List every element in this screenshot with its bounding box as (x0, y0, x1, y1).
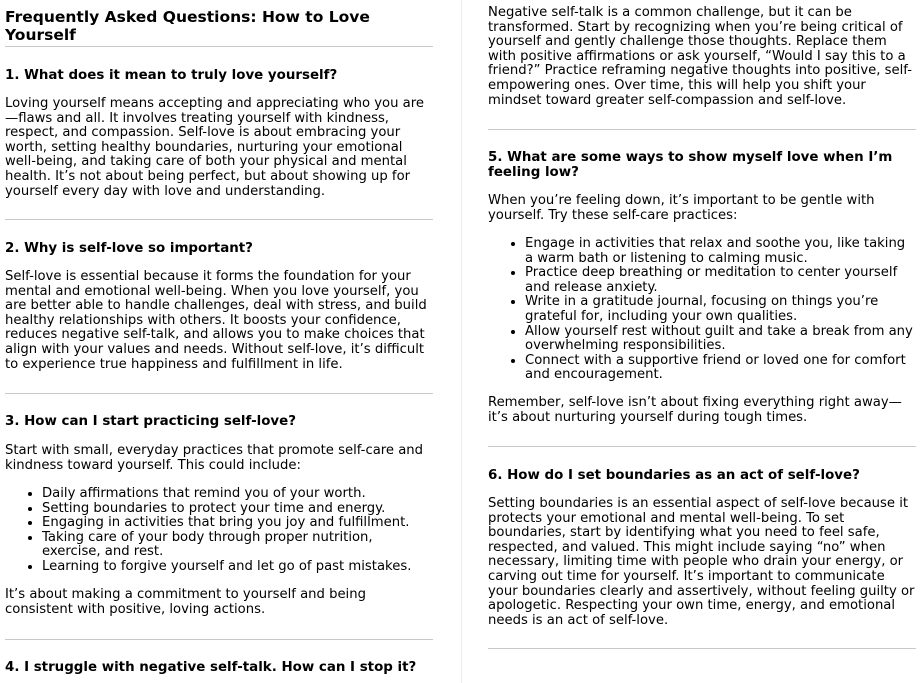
list-item: • Daily affirmations that remind you of your worth. (42, 487, 433, 502)
list-item: • Practice deep breathing or meditation to center yourself and release anxiety. (525, 266, 916, 295)
list-item: • Taking care of your body through proper nutrition, exercise, and rest. (42, 531, 433, 560)
divider (5, 639, 433, 640)
page-title: Frequently Asked Questions: How to Love Yourself (5, 8, 370, 44)
list-item: • Setting boundaries to protect your time and energy. (42, 502, 433, 517)
divider (488, 446, 916, 447)
q3-list (5, 487, 433, 575)
list-item: • Write in a gratitude journal, focusing on things you’re grateful for, including your own qualities. (525, 295, 916, 324)
list-item: • Learning to forgive yourself and let go of past mistakes. (42, 560, 433, 575)
column-divider (461, 0, 462, 683)
list-item: • Engage in activities that relax and soothe you, like taking a warm bath or listening to calming music. (525, 237, 916, 266)
divider (5, 219, 433, 220)
q5-question: 5. What are some ways to show myself love when I’m feeling low? (488, 150, 893, 180)
divider (488, 648, 916, 649)
q2-answer: Self-love is essential because it forms the foundation for your mental and emotional well-being. When you love yourself, you are better able to handle challenges, deal with stress, and build healthy relationships with others. It boosts your confidence, reduces negative self-talk, and allows you to make choices that align with your values and needs. Without self-love, it’s difficult to experience true happiness and fulfillment in life. (5, 269, 427, 372)
list-item: • Connect with a supportive friend or loved one for comfort and encouragement. (525, 354, 916, 383)
divider (488, 129, 916, 130)
divider (5, 393, 433, 394)
q6-question: 6. How do I set boundaries as an act of self-love? (488, 468, 860, 483)
q1-answer: Loving yourself means accepting and appreciating who you are—flaws and all. It involves treating yourself with kindness, respect, and compassion. Self-love is about embracing your worth, setting healthy boundaries, nurturing your emotional well-being, and taking care of both your physical and mental health. It’s not about being perfect, but about showing up for yourself every day with love and understanding. (5, 96, 424, 199)
q3-intro: Start with small, everyday practices that promote self-care and kindness toward yourself. This could include: (5, 443, 424, 473)
divider (5, 46, 433, 47)
q5-list (488, 237, 916, 383)
q5-outro: Remember, self-love isn’t about fixing everything right away—it’s about nurturing yourself during tough times. (488, 395, 902, 425)
q1-question: 1. What does it mean to truly love yourself? (5, 68, 338, 83)
q2-question: 2. Why is self-love so important? (5, 241, 253, 256)
q3-outro: It’s about making a commitment to yourself and being consistent with positive, loving actions. (5, 587, 366, 617)
q5-intro: When you’re feeling down, it’s important to be gentle with yourself. Try these self-care practices: (488, 193, 875, 223)
q3-question: 3. How can I start practicing self-love? (5, 414, 297, 429)
list-item: • Engaging in activities that bring you joy and fulfillment. (42, 516, 433, 531)
q4-question: 4. I struggle with negative self-talk. How can I stop it? (5, 660, 417, 675)
list-item: • Allow yourself rest without guilt and take a break from any overwhelming responsibilities. (525, 325, 916, 354)
q4-answer: Negative self-talk is a common challenge, but it can be transformed. Start by recognizing when you’re being critical of yourself and gently challenge those thoughts. Replace them with positive affirmations or ask yourself, “Would I say this to a friend?” Practice reframing negative thoughts into positive, self-empowering ones. Over time, this will help you shift your mindset toward greater self-compassion and self-love. (488, 5, 912, 108)
q6-answer: Setting boundaries is an essential aspect of self-love because it protects your emotional and mental well-being. To set boundaries, start by identifying what you need to feel safe, respected, and valued. This might include saying “no” when necessary, limiting time with people who drain your energy, or carving out time for yourself. It’s important to communicate your boundaries clearly and assertively, without feeling guilty or apologetic. Respecting your own time, energy, and emotional needs is an act of self-love. (488, 496, 915, 628)
